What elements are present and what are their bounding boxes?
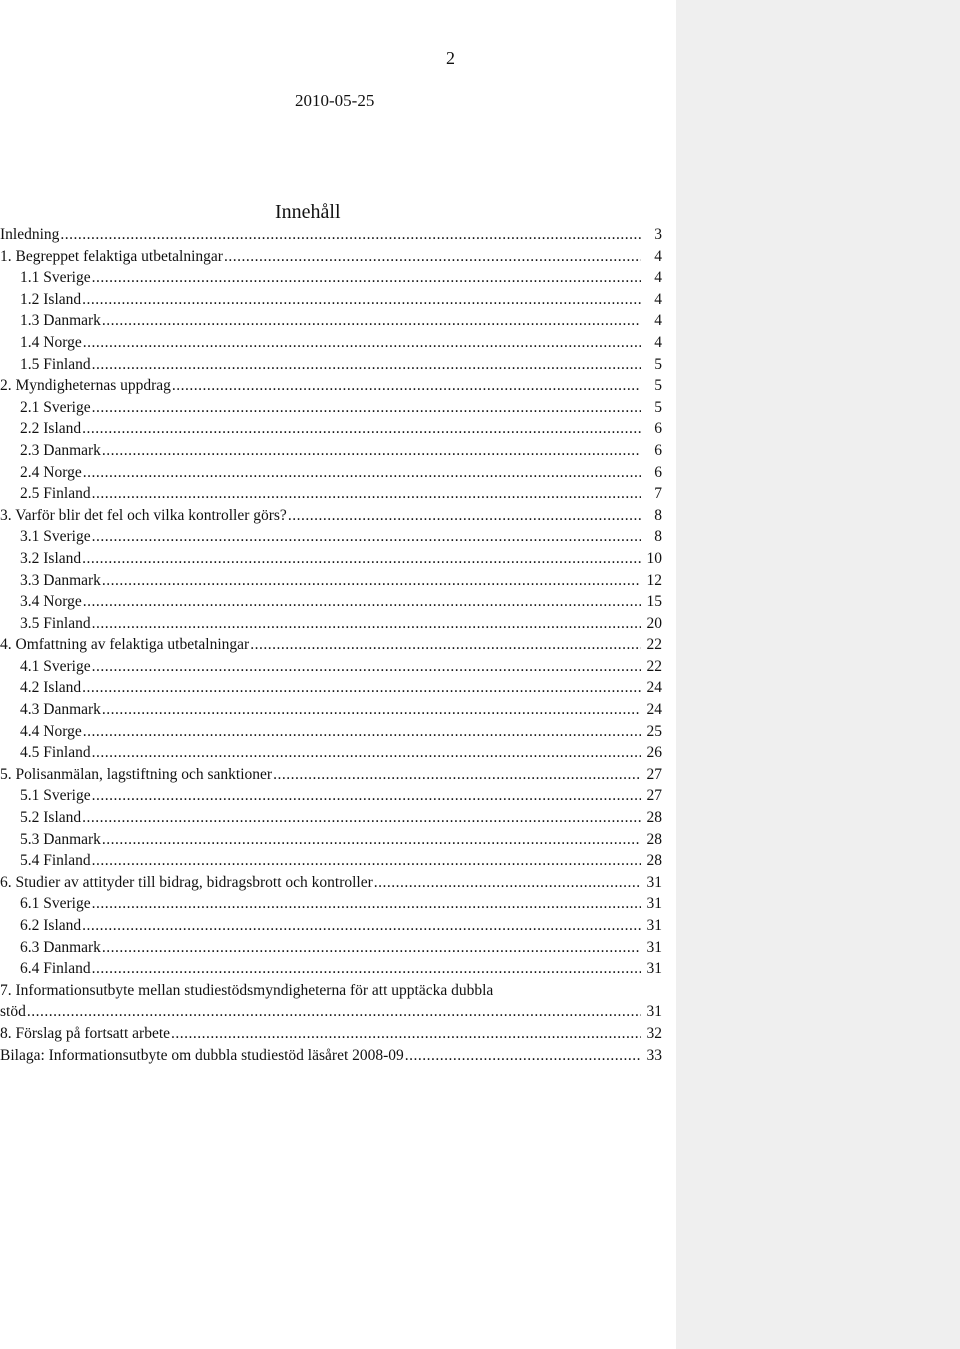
toc-entry[interactable] — [0, 850, 662, 872]
toc-entry-page: 27 — [646, 765, 662, 783]
toc-leader-dots — [82, 418, 641, 440]
toc-entry[interactable] — [0, 785, 662, 807]
toc-entry-label: 6.1 Sverige — [20, 895, 91, 913]
toc-entry-page: 8 — [654, 528, 662, 546]
toc-entry-label: 5.2 Island — [20, 809, 82, 827]
toc-entry-page: 27 — [646, 787, 662, 805]
toc-entry-label: 5.3 Danmark — [20, 830, 101, 848]
toc-entry[interactable] — [0, 980, 662, 1023]
toc-leader-dots — [92, 656, 641, 678]
toc-entry-page: 31 — [646, 938, 662, 956]
toc-entry-label: 2.2 Island — [20, 420, 82, 438]
toc-leader-dots — [102, 829, 641, 851]
toc-entry-page: 3 — [654, 226, 662, 243]
toc-leader-dots — [92, 850, 641, 872]
toc-leader-dots — [92, 397, 641, 419]
toc-entry[interactable] — [0, 505, 662, 527]
toc-entry-label: Bilaga: Informationsutbyte om dubbla studiestöd läsåret 2008-09 — [0, 1046, 404, 1064]
toc-entry-page: 32 — [646, 1024, 662, 1042]
toc-entry-label: 4.2 Island — [20, 679, 82, 697]
toc-entry[interactable] — [0, 267, 662, 289]
toc-entry[interactable] — [0, 526, 662, 548]
toc-entry-label: 2. Myndigheternas uppdrag — [0, 377, 171, 395]
toc-leader-dots — [374, 872, 641, 894]
toc-entry[interactable] — [0, 310, 662, 332]
toc-heading: Innehåll — [275, 201, 341, 223]
toc-leader-dots — [102, 570, 641, 592]
toc-leader-dots — [82, 289, 641, 311]
toc-entry-label: 4.5 Finland — [20, 744, 91, 762]
toc-entry-page: 33 — [646, 1046, 662, 1064]
toc-entry-label: 3.4 Norge — [20, 593, 82, 611]
toc-leader-dots — [82, 677, 641, 699]
toc-entry[interactable] — [0, 872, 662, 894]
toc-leader-dots — [82, 548, 641, 570]
toc-entry-label: Inledning — [0, 226, 60, 243]
toc-leader-dots — [405, 1045, 641, 1067]
toc-leader-dots — [92, 893, 641, 915]
toc-leader-dots — [27, 1001, 641, 1023]
toc-entry-label: 2.5 Finland — [20, 485, 91, 503]
toc-entry-page: 10 — [646, 549, 662, 567]
toc-entry-label: 3.3 Danmark — [20, 571, 101, 589]
toc-entry[interactable] — [0, 1023, 662, 1045]
comment-pane — [676, 0, 960, 1349]
toc-entry[interactable] — [0, 440, 662, 462]
toc-leader-dots — [83, 332, 641, 354]
toc-entry-label-continued: stöd — [0, 1003, 26, 1021]
toc-entry[interactable] — [0, 613, 662, 635]
toc-entry[interactable] — [0, 1045, 662, 1067]
toc-entry[interactable] — [0, 548, 662, 570]
toc-entry-page: 31 — [646, 917, 662, 934]
toc-entry[interactable] — [0, 915, 662, 937]
toc-entry-page: 26 — [646, 744, 662, 762]
toc-entry[interactable] — [0, 937, 662, 959]
toc-entry-page: 31 — [646, 895, 662, 913]
toc-entry-page: 4 — [654, 247, 662, 265]
toc-entry-label: 6.4 Finland — [20, 960, 91, 978]
toc-entry-label: 3.5 Finland — [20, 614, 91, 632]
toc-leader-dots — [92, 742, 641, 764]
toc-entry-page: 22 — [646, 636, 662, 654]
toc-leader-dots — [82, 915, 641, 937]
toc-entry-label: 3.1 Sverige — [20, 528, 91, 546]
toc-leader-dots — [92, 785, 641, 807]
toc-entry-page: 5 — [654, 355, 662, 373]
toc-entry-label: 2.4 Norge — [20, 463, 82, 481]
toc-entry[interactable] — [0, 634, 662, 656]
toc-entry-page: 5 — [654, 398, 662, 416]
table-of-contents — [0, 224, 662, 1066]
toc-entry-page: 4 — [654, 290, 662, 308]
toc-entry-page: 6 — [654, 420, 662, 438]
toc-entry[interactable] — [0, 699, 662, 721]
toc-entry-label: 6. Studier av attityder till bidrag, bidragsbrott och kontroller — [0, 873, 373, 891]
toc-entry-page: 4 — [654, 312, 662, 330]
toc-entry-label: 3.2 Island — [20, 549, 82, 567]
toc-entry-page: 5 — [654, 377, 662, 395]
toc-entry-page: 6 — [654, 441, 662, 459]
toc-leader-dots — [83, 462, 641, 484]
toc-leader-dots — [102, 310, 641, 332]
document-date: 2010-05-25 — [295, 91, 375, 110]
toc-leader-dots — [92, 354, 641, 376]
toc-entry[interactable] — [0, 375, 662, 397]
toc-leader-dots — [92, 958, 641, 980]
toc-entry-label: 6.3 Danmark — [20, 938, 101, 956]
toc-leader-dots — [171, 1023, 641, 1045]
toc-leader-dots — [83, 591, 641, 613]
toc-entry[interactable] — [0, 742, 662, 764]
toc-entry[interactable] — [0, 764, 662, 786]
toc-leader-dots — [102, 440, 641, 462]
toc-leader-dots — [288, 505, 641, 527]
toc-entry-label: 2.3 Danmark — [20, 441, 101, 459]
toc-entry-label: 1.2 Island — [20, 290, 82, 308]
toc-entry-label: 4. Omfattning av felaktiga utbetalningar — [0, 636, 250, 654]
toc-entry-label: 4.3 Danmark — [20, 701, 101, 719]
toc-entry-page: 4 — [654, 269, 662, 287]
toc-entry-page: 28 — [646, 852, 662, 870]
toc-entry-label: 5.1 Sverige — [20, 787, 91, 805]
toc-entry-label: 4.1 Sverige — [20, 657, 91, 675]
toc-entry-label: 7. Informationsutbyte mellan studiestödsmyndigheterna för att upptäcka dubbla — [0, 981, 494, 999]
toc-entry-label: 1. Begreppet felaktiga utbetalningar — [0, 247, 223, 265]
toc-leader-dots — [92, 526, 641, 548]
toc-entry-page: 20 — [646, 614, 662, 632]
toc-entry-page: 31 — [646, 960, 662, 978]
toc-entry-label: 1.5 Finland — [20, 355, 91, 373]
toc-entry[interactable] — [0, 958, 662, 980]
toc-entry-label: 8. Förslag på fortsatt arbete — [0, 1024, 171, 1042]
toc-entry-page: 22 — [646, 657, 662, 675]
toc-entry-page: 28 — [646, 830, 662, 848]
toc-entry-page: 31 — [646, 1003, 662, 1021]
toc-entry-page: 28 — [646, 809, 662, 827]
toc-entry-label: 1.3 Danmark — [20, 312, 101, 330]
toc-leader-dots — [273, 764, 641, 786]
toc-leader-dots — [250, 634, 641, 656]
toc-entry-label: 4.4 Norge — [20, 722, 82, 740]
toc-entry-page: 8 — [654, 506, 662, 524]
toc-entry[interactable] — [0, 721, 662, 743]
toc-leader-dots — [82, 807, 641, 829]
toc-entry[interactable] — [0, 570, 662, 592]
toc-entry-page: 25 — [646, 722, 662, 740]
toc-entry[interactable] — [0, 462, 662, 484]
toc-entry[interactable] — [0, 483, 662, 505]
toc-entry[interactable] — [0, 332, 662, 354]
toc-entry-page: 12 — [646, 571, 662, 589]
toc-entry[interactable] — [0, 246, 662, 268]
toc-entry-page: 24 — [646, 679, 662, 697]
toc-entry-label: 5. Polisanmälan, lagstiftning och sanktioner — [0, 765, 273, 783]
toc-entry[interactable] — [0, 656, 662, 678]
toc-leader-dots — [83, 721, 641, 743]
toc-leader-dots — [224, 246, 641, 268]
toc-entry-page: 6 — [654, 463, 662, 481]
toc-entry-label: 6.2 Island — [20, 917, 82, 934]
toc-leader-dots — [92, 267, 641, 289]
toc-entry[interactable] — [0, 289, 662, 311]
toc-entry-label: 2.1 Sverige — [20, 398, 91, 416]
toc-leader-dots — [92, 483, 641, 505]
toc-leader-dots — [102, 699, 641, 721]
toc-entry-label: 5.4 Finland — [20, 852, 91, 870]
toc-entry-page: 31 — [646, 873, 662, 891]
toc-entry[interactable] — [0, 807, 662, 829]
toc-entry[interactable] — [0, 591, 662, 613]
toc-entry-line — [0, 1001, 662, 1023]
toc-entry-label: 3. Varför blir det fel och vilka kontroller görs? — [0, 506, 287, 524]
toc-entry-page: 4 — [654, 333, 662, 351]
toc-leader-dots — [172, 375, 641, 397]
toc-leader-dots — [102, 937, 641, 959]
toc-entry[interactable] — [0, 677, 662, 699]
toc-entry[interactable] — [0, 418, 662, 440]
toc-entry-page: 15 — [646, 593, 662, 611]
toc-entry-page: 24 — [646, 701, 662, 719]
toc-entry[interactable] — [0, 354, 662, 376]
toc-leader-dots — [60, 224, 641, 246]
toc-entry-label: 1.4 Norge — [20, 333, 82, 351]
toc-entry[interactable] — [0, 224, 662, 246]
toc-entry[interactable] — [0, 893, 662, 915]
toc-entry[interactable] — [0, 397, 662, 419]
toc-entry[interactable] — [0, 829, 662, 851]
toc-leader-dots — [92, 613, 641, 635]
page-number: 2 — [446, 48, 455, 68]
toc-entry-label: 1.1 Sverige — [20, 269, 91, 287]
toc-entry-page: 7 — [654, 485, 662, 503]
